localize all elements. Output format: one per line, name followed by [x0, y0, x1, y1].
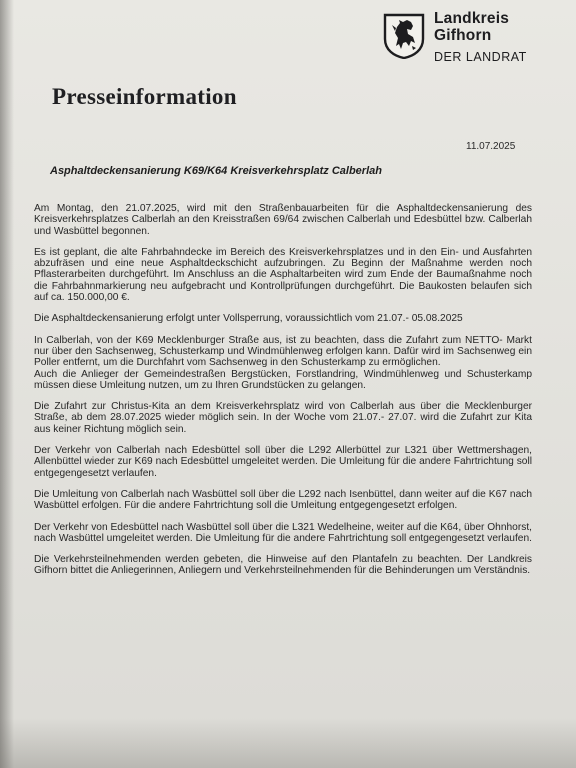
page-shadow-bottom [0, 718, 576, 768]
org-name-line1: Landkreis [434, 10, 510, 27]
paragraph-residents: Auch die Anlieger der Gemeindestraßen Bergstücken, Forstlandring, Windmühlenweg und Schusterkamp müssen diese Umleitung nutzen, um zu Ihren Grundstücken zu gelangen. [34, 368, 532, 391]
letterhead-org-name [434, 10, 527, 65]
coat-of-arms-horse-icon [383, 13, 425, 59]
page-shadow-left [0, 0, 14, 768]
paragraph-start-date: Am Montag, den 21.07.2025, wird mit den Straßenbauarbeiten für die Asphaltdeckensanierung des Kreisverkehrsplatzes Calberlah an den Kreisstraßen 69/64 zwischen Calberlah und Edesbüttel bzw. Calberlah und Wasbüttel begonnen. [34, 203, 532, 237]
paragraph-netto-access: In Calberlah, von der K69 Mecklenburger Straße aus, ist zu beachten, dass die Zufahrt zum NETTO- Markt nur über den Sachsenweg, Schusterkamp und Windmühlenweg erfolgen kann. Dafür wird im Sachsenweg ein Poller entfernt, um die Durchfahrt vom Sachsenweg in den Schusterkamp zu ermöglichen. [34, 334, 532, 369]
paragraph-closure: Die Asphaltdeckensanierung erfolgt unter Vollsperrung, voraussichtlich vom 21.07.- 05.08.2025 [34, 313, 463, 325]
paragraph-closing: Die Verkehrsteilnehmenden werden gebeten, die Hinweise auf den Plantafeln zu beachten. Der Landkreis Gifhorn bittet die Anliegerinnen, Anliegern und Verkehrsteilnehmenden für die Behinderungen um Verständnis. [34, 554, 532, 577]
paragraph-detour-edesbuettel: Der Verkehr von Calberlah nach Edesbüttel soll über die L292 Allerbüttel zur L321 über Wettmershagen, Allenbüttel wieder zur K69 nach Edesbüttel umgeleitet werden. Die Umleitung für die andere Fahrtrichtung soll entgegengesetzt verlaufen. [34, 445, 532, 479]
paragraph-detour-wasbuettel: Die Umleitung von Calberlah nach Wasbüttel soll über die L292 nach Isenbüttel, dann weiter auf die K67 nach Wasbüttel erfolgen. Für die andere Fahrtrichtung soll die Umleitung entgegengesetzt erfolgen. [34, 488, 532, 512]
document-subject: Asphaltdeckensanierung K69/K64 Kreisverkehrsplatz Calberlah [50, 165, 382, 177]
org-department: DER LANDRAT [434, 50, 527, 64]
document-title: Presseinformation [52, 84, 237, 109]
document-body [34, 203, 532, 587]
paragraph-kita-access: Die Zufahrt zur Christus-Kita an dem Kreisverkehrsplatz wird von Calberlah aus über die Mecklenburger Straße, ab dem 28.07.2025 wieder möglich sein. In der Woche vom 21.07.- 27.07. wird die Zufahrt zur Kita aus keiner Richtung möglich sein. [34, 401, 532, 435]
document-date: 11.07.2025 [466, 141, 516, 152]
paragraph-detour-edes-was: Der Verkehr von Edesbüttel nach Wasbüttel soll über die L321 Wedelheine, weiter auf die K64, über Ohnhorst, nach Wasbüttel umgeleitet werden. Die Umleitung für die andere Fahrtrichtung soll entgegengesetzt verlaufen. [34, 521, 532, 544]
paragraph-plan: Es ist geplant, die alte Fahrbahndecke im Bereich des Kreisverkehrsplatzes und in den Ein- und Ausfahrten abzufräsen und eine neue Asphaltdeckschicht aufzubringen. Zu Beginn der Maßnahme werden noch Pflasterarbeiten durchgeführt. Im Anschluss an die Asphaltarbeiten wird zum Ende der Baumaßnahme noch die Fahrbahnmarkierung neu aufgebracht und Kontrollprüfungen durchgeführt. Die Baukosten belaufen sich auf ca. 150.000,00 €. [34, 246, 532, 304]
org-name-line2: Gifhorn [434, 27, 492, 44]
